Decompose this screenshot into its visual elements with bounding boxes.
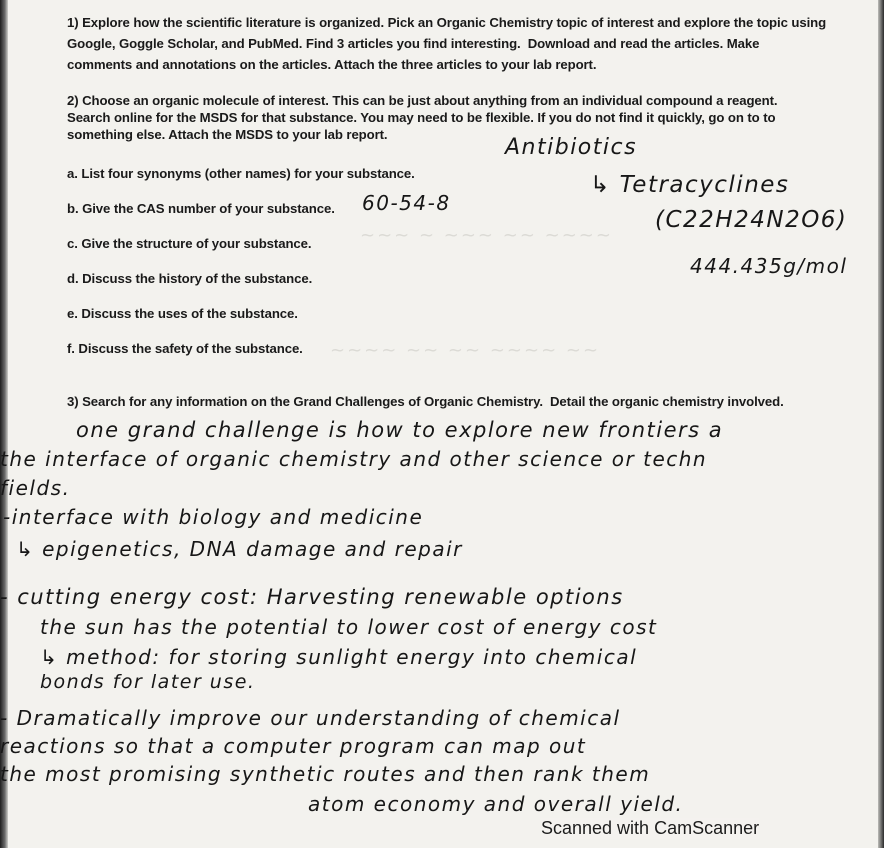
- question-2e: e. Discuss the uses of the substance.: [67, 306, 298, 321]
- answer-3-line-10: - Dramatically improve our understanding of chemical: [0, 706, 621, 730]
- question-2a: a. List four synonyms (other names) for your substance.: [67, 166, 415, 181]
- scan-edge-right: [878, 0, 884, 848]
- answer-3-line-8: ↳ method: for storing sunlight energy into chemical: [40, 645, 638, 669]
- answer-3-line-5: ↳ epigenetics, DNA damage and repair: [16, 537, 463, 561]
- bleed-through-marks: ~~~ ~ ~~~ ~~ ~~~~: [360, 225, 613, 246]
- question-3-prompt: 3) Search for any information on the Grand Challenges of Organic Chemistry. Detail the organic chemistry involved.: [67, 394, 784, 409]
- question-2c: c. Give the structure of your substance.: [67, 236, 312, 251]
- camscanner-footer: Scanned with CamScanner: [541, 818, 760, 838]
- answer-3-line-11: reactions so that a computer program can map out: [0, 734, 587, 758]
- answer-3-line-7: the sun has the potential to lower cost of energy cost: [40, 615, 658, 639]
- handwritten-cas-number: 60-54-8: [362, 191, 451, 215]
- handwritten-synonym: ↳ Tetracyclines: [590, 172, 790, 198]
- question-2d: d. Discuss the history of the substance.: [67, 271, 313, 286]
- answer-3-line-13: atom economy and overall yield.: [308, 792, 684, 816]
- question-1-line-1: 1) Explore how the scientific literature is organized. Pick an Organic Chemistry topic of interest and explore the topic using: [67, 15, 827, 30]
- question-2-line-1: 2) Choose an organic molecule of interest. This can be just about anything from an individual compound a reagent.: [67, 93, 778, 108]
- answer-3-line-1: one grand challenge is how to explore new frontiers a: [76, 418, 724, 442]
- question-2b: b. Give the CAS number of your substance.: [67, 201, 335, 216]
- question-1-line-2: Google, Goggle Scholar, and PubMed. Find 3 articles you find interesting. Download and read the articles. Make: [67, 36, 760, 51]
- question-2f: f. Discuss the safety of the substance.: [67, 341, 303, 356]
- question-2-line-3: something else. Attach the MSDS to your lab report.: [67, 127, 388, 142]
- answer-3-line-9: bonds for later use.: [40, 671, 256, 693]
- bleed-through-marks-2: ~~~~ ~~ ~~ ~~~~ ~~: [330, 340, 601, 361]
- answer-3-line-3: fields.: [0, 476, 71, 500]
- question-2-line-2: Search online for the MSDS for that substance. You may need to be flexible. If you do not find it quickly, go on to to: [67, 110, 776, 125]
- answer-3-line-4: -interface with biology and medicine: [3, 505, 424, 529]
- answer-3-line-2: the interface of organic chemistry and other science or techn: [0, 447, 708, 471]
- handwritten-substance: Antibiotics: [505, 135, 638, 160]
- answer-3-line-6: - cutting energy cost: Harvesting renewable options: [0, 585, 624, 609]
- answer-3-line-12: the most promising synthetic routes and then rank them: [0, 762, 651, 786]
- question-1-line-3: comments and annotations on the articles. Attach the three articles to your lab report.: [67, 57, 597, 72]
- handwritten-molar-mass: 444.435g/mol: [690, 254, 848, 278]
- handwritten-formula: (C22H24N2O6): [655, 207, 848, 233]
